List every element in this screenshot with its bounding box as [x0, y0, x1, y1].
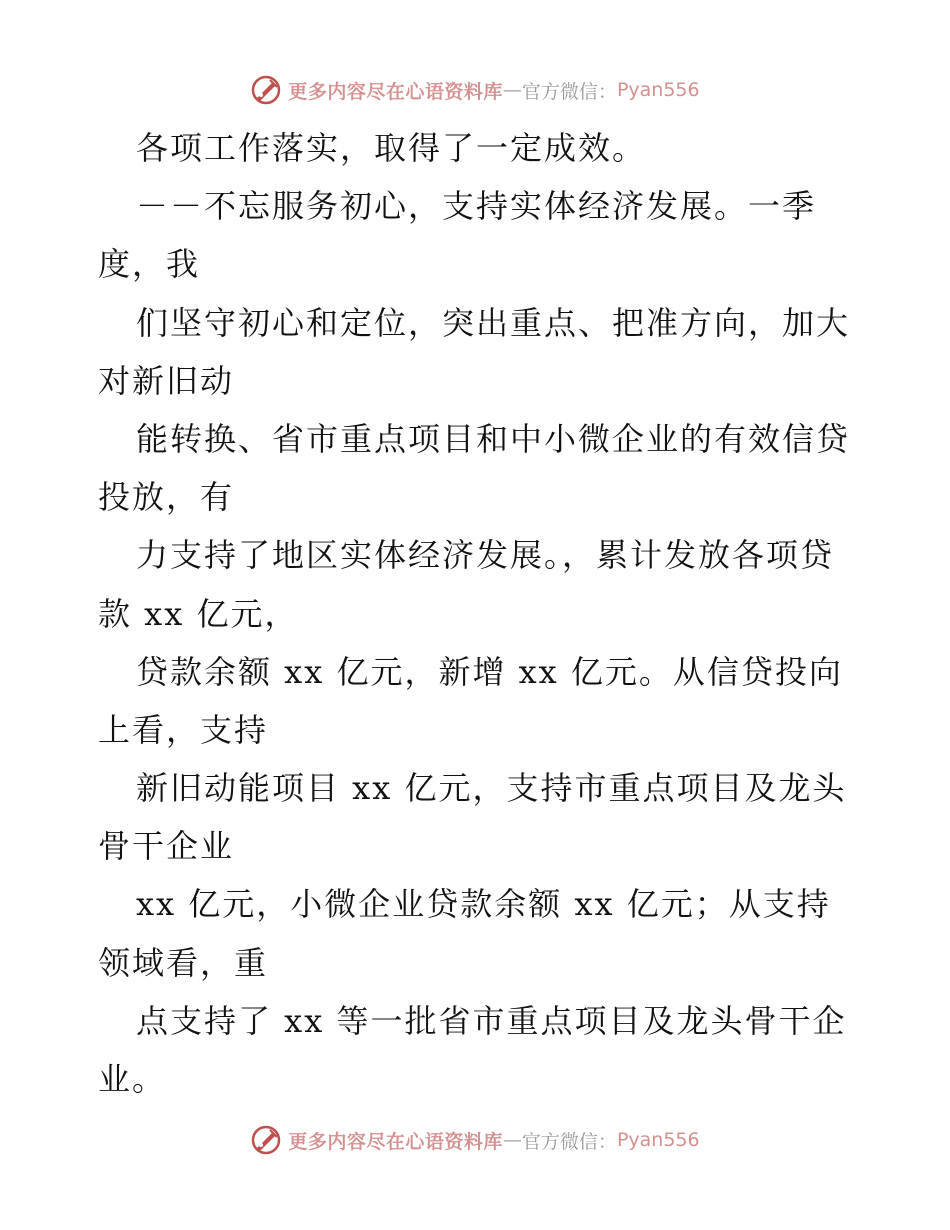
- banner-title: 更多内容尽在心语资料库: [288, 1130, 503, 1153]
- banner-title: 更多内容尽在心语资料库: [288, 80, 503, 103]
- text-line: 上看，支持: [98, 710, 269, 749]
- text-line: 新旧动能项目 xx 亿元，支持市重点项目及龙头: [136, 769, 847, 808]
- banner-wechat-id: Pyan556: [616, 79, 700, 101]
- text-line: 投放，有: [98, 478, 235, 517]
- text-line: 领域看，重: [98, 943, 269, 982]
- text-line: 业。: [98, 1060, 167, 1098]
- text-line: －－不忘服务初心，支持实体经济发展。一季: [136, 187, 817, 226]
- banner-dash: —: [502, 1129, 522, 1151]
- text-line: 们坚守初心和定位，突出重点、把准方向，加大: [136, 303, 851, 342]
- banner-wechat-label: 官方微信：: [521, 1130, 617, 1153]
- text-line: 贷款余额 xx 亿元，新增 xx 亿元。从信贷投向: [136, 652, 843, 691]
- text-line: 力支持了地区实体经济发展。，累计发放各项贷: [136, 536, 835, 575]
- text-line: 能转换、省市重点项目和中小微企业的有效信贷: [136, 419, 851, 458]
- text-line: 度，我: [98, 245, 201, 284]
- quill-seal-logo-icon: [250, 1124, 282, 1156]
- footer-watermark-banner: [0, 1118, 950, 1162]
- text-line: 款 xx 亿元，: [98, 594, 299, 633]
- text-line: 点支持了 xx 等一批省市重点项目及龙头骨干企: [136, 1001, 847, 1040]
- text-line: xx 亿元，小微企业贷款余额 xx 亿元；从支持: [136, 885, 831, 924]
- banner-wechat-label: 官方微信：: [521, 80, 617, 103]
- header-watermark-banner: [0, 68, 950, 112]
- banner-wechat-id: Pyan556: [616, 1129, 700, 1151]
- text-line: 骨干企业: [98, 827, 235, 866]
- text-line: 各项工作落实，取得了一定成效。: [136, 129, 647, 167]
- document-body: [98, 119, 858, 1108]
- text-line: 对新旧动: [98, 361, 235, 400]
- banner-dash: —: [502, 79, 522, 101]
- quill-seal-logo-icon: [250, 74, 282, 106]
